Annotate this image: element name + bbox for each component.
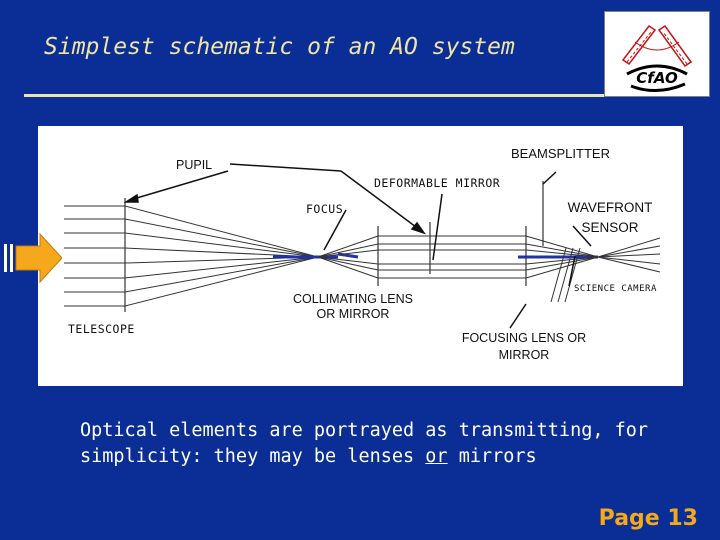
label-wavefront-sensor <box>554 198 666 238</box>
focusing-line1: FOCUSING LENS OR <box>461 331 587 345</box>
incoming-light-arrow-icon <box>0 232 62 284</box>
wavefront-line1: WAVEFRONT <box>567 200 653 215</box>
label-science-camera: SCIENCE CAMERA <box>574 284 657 294</box>
caption-line1: Optical elements are portrayed as transmitting, for <box>80 420 649 441</box>
label-focus: FOCUS <box>306 202 344 216</box>
title-underline <box>24 94 608 97</box>
label-deformable-mirror: DEFORMABLE MIRROR <box>374 176 501 190</box>
collimating-line1: COLLIMATING LENS <box>293 292 413 306</box>
label-beamsplitter: BEAMSPLITTER <box>511 146 610 161</box>
wavefront-line2: SENSOR <box>581 220 639 235</box>
caption-line2: simplicity: they may be lenses <box>80 446 426 467</box>
label-pupil: PUPIL <box>176 158 213 172</box>
cfao-logo-icon <box>605 12 709 96</box>
label-focusing-lens <box>446 330 602 364</box>
caption-underlined-word: or <box>425 446 448 467</box>
caption-text <box>80 418 680 470</box>
slide-title: Simplest schematic of an AO system <box>44 34 515 60</box>
label-collimating-lens <box>278 292 428 322</box>
collimating-line2: OR MIRROR <box>316 307 390 321</box>
caption-line2-end: mirrors <box>447 446 537 467</box>
page-number: Page 13 <box>598 506 698 531</box>
logo-text: CfAO <box>636 69 678 87</box>
focusing-line2: MIRROR <box>498 348 550 362</box>
cfao-logo <box>604 11 710 97</box>
ao-schematic-diagram <box>38 126 683 386</box>
label-telescope: TELESCOPE <box>68 322 135 336</box>
